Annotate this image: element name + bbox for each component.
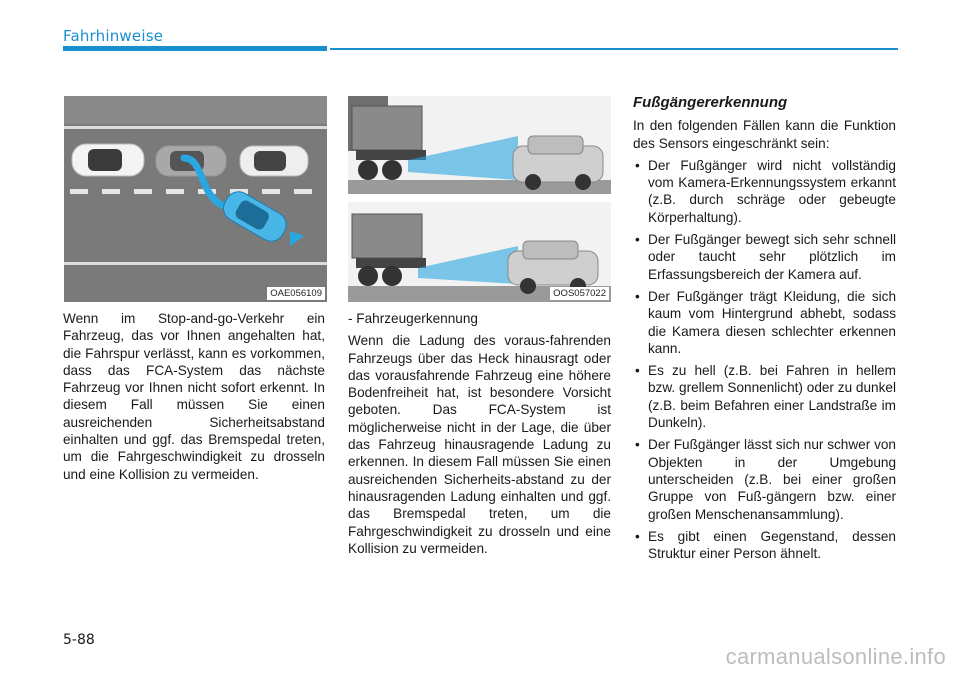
figure-code: OOS057022 [550, 287, 609, 300]
bullet-item: • Der Fußgänger lässt sich nur schwer von Objekten in der Umgebung unterscheiden (z.B. bei einer großen Gruppe von Fuß-gängern bzw. einer großen Menschenansammlung). [633, 436, 896, 522]
bullet-list [633, 157, 896, 563]
car-front-icon [72, 144, 144, 176]
figure-code: OAE056109 [267, 287, 325, 300]
bullet-item: • Es gibt einen Gegenstand, dessen Struktur einer Person ähnelt. [633, 528, 896, 563]
right-column [633, 94, 896, 567]
right-heading: Fußgängererkennung [633, 94, 788, 111]
header-rule-thick [63, 46, 327, 51]
section-title: Fahrhinweise [63, 27, 164, 45]
traffic-illustration [64, 96, 327, 302]
truck-illustration [348, 96, 611, 302]
bullet-item: • Der Fußgänger bewegt sich sehr schnell oder taucht sehr plötzlich im Erfassungsbereich der Kamera auf. [633, 231, 896, 283]
middle-column [348, 310, 611, 562]
header-rule-thin [330, 48, 898, 50]
left-column [63, 310, 325, 488]
bullet-item: • Es zu hell (z.B. bei Fahren in hellem bzw. grellem Sonnenlicht) oder zu dunkel (z.B. beim Befahren einer Landstraße im Dunkeln). [633, 362, 896, 431]
bullet-item: • Der Fußgänger trägt Kleidung, die sich kaum vom Hintergrund abhebt, sodass die Kamera diesen schlechter erkennen kann. [633, 288, 896, 357]
page-number: 5-88 [63, 632, 95, 648]
right-intro: In den folgenden Fällen kann die Funktion des Sensors eingeschränkt sein: [633, 118, 896, 151]
figure-truck-load [348, 96, 611, 302]
watermark: carmanualsonline.info [725, 644, 946, 669]
middle-subheading: - Fahrzeugerkennung [348, 311, 478, 326]
left-paragraph: Wenn im Stop-and-go-Verkehr ein Fahrzeug, das vor Ihnen angehalten hat, die Fahrspur verlässt, kann es vorkommen, dass das FCA-System das nächste Fahrzeug vor Ihnen nicht sofort erkennt. In diesem Fall müssen Sie einen ausreichenden Sicherheitsabstand einhalten und ggf. das Bremspedal treten, um die Fahrgeschwindigkeit zu drosseln und eine Kollision zu vermeiden. [63, 311, 325, 482]
figure-stop-and-go [64, 96, 327, 302]
bullet-item: • Der Fußgänger wird nicht vollständig vom Kamera-Erkennungssystem erkannt (z.B. durch schräge oder gebeugte Körperhaltung). [633, 157, 896, 226]
middle-paragraph: Wenn die Ladung des voraus-fahrenden Fahrzeugs über das Heck hinausragt oder das vorausfahrende Fahrzeug eine höhere Bodenfreiheit hat, ist besondere Vorsicht geboten. Das FCA-System ist möglicherweise nicht in der Lage, die über das Fahrzeug hinausragende Ladung zu erkennen. In diesem Fall müssen Sie einen ausreichenden Sicherheits-abstand zu der hinausragenden Ladung einhalten und ggf. das Bremspedal treten, um die Fahrgeschwindigkeit zu drosseln und eine Kollision zu vermeiden. [348, 333, 611, 556]
